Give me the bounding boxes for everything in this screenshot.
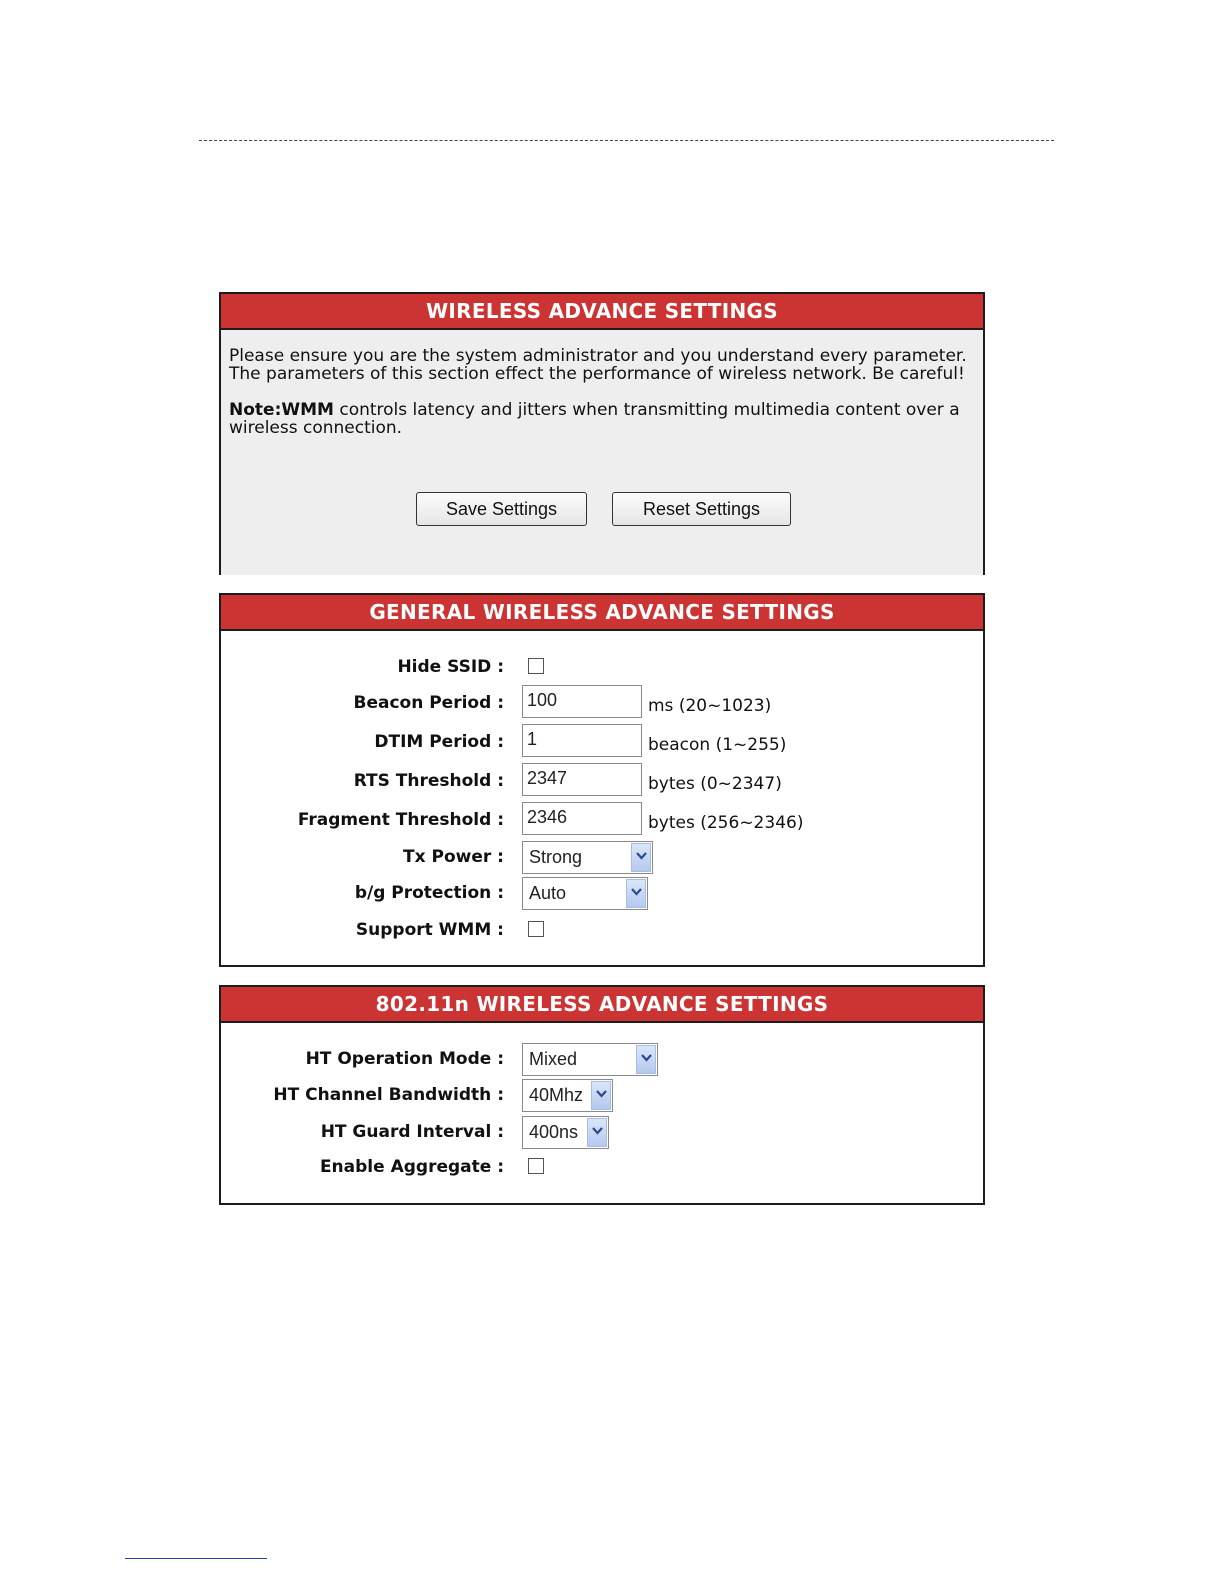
hide-ssid-row xyxy=(221,649,983,685)
intro-text: Please ensure you are the system administrator and you understand every parameter. The parameters of this section effect the performance of wireless network. Be careful! xyxy=(229,346,967,384)
beacon-period-unit: ms (20~1023) xyxy=(648,696,772,716)
ht-channel-bandwidth-select[interactable] xyxy=(522,1079,613,1112)
beacon-period-input[interactable]: 100 xyxy=(522,685,642,718)
wireless-advance-title: WIRELESS ADVANCE SETTINGS xyxy=(221,294,983,330)
button-row xyxy=(221,492,983,528)
ht-wireless-title: 802.11n WIRELESS ADVANCE SETTINGS xyxy=(221,987,983,1023)
note-text xyxy=(229,401,975,437)
rts-threshold-label: RTS Threshold : xyxy=(353,771,504,791)
rts-threshold-input[interactable]: 2347 xyxy=(522,763,642,796)
rts-threshold-unit: bytes (0~2347) xyxy=(648,774,782,794)
ht-guard-interval-row xyxy=(221,1114,983,1150)
dtim-period-label: DTIM Period : xyxy=(374,732,504,752)
rts-threshold-row xyxy=(221,763,983,799)
ht-operation-mode-select[interactable] xyxy=(522,1043,658,1076)
support-wmm-checkbox[interactable] xyxy=(528,921,544,937)
ht-channel-bandwidth-row xyxy=(221,1077,983,1113)
enable-aggregate-row xyxy=(221,1149,983,1185)
chevron-down-icon[interactable] xyxy=(636,1045,656,1074)
ht-wireless-panel xyxy=(219,985,985,1205)
tx-power-select[interactable] xyxy=(522,841,653,874)
dtim-period-row xyxy=(221,724,983,760)
ht-guard-interval-select[interactable] xyxy=(522,1116,609,1149)
tx-power-row xyxy=(221,839,983,875)
bg-protection-select[interactable] xyxy=(522,877,648,910)
enable-aggregate-label: Enable Aggregate : xyxy=(319,1157,504,1177)
bg-protection-value: Auto xyxy=(529,883,567,903)
bg-protection-row xyxy=(221,875,983,911)
wireless-advance-body xyxy=(221,330,983,575)
general-wireless-title: GENERAL WIRELESS ADVANCE SETTINGS xyxy=(221,595,983,631)
bg-protection-label: b/g Protection : xyxy=(354,883,504,903)
fragment-threshold-label: Fragment Threshold : xyxy=(297,810,504,830)
chevron-down-icon[interactable] xyxy=(626,879,646,908)
support-wmm-row xyxy=(221,912,983,948)
dtim-period-unit: beacon (1~255) xyxy=(648,735,787,755)
ht-operation-mode-value: Mixed xyxy=(529,1049,578,1069)
hide-ssid-label: Hide SSID : xyxy=(397,657,504,677)
ht-channel-bandwidth-value: 40Mhz xyxy=(529,1085,584,1105)
reset-settings-button[interactable]: Reset Settings xyxy=(612,492,791,526)
tx-power-label: Tx Power : xyxy=(403,847,504,867)
note-body: controls latency and jitters when transmitting multimedia content over a wireless connection. xyxy=(229,400,960,438)
chevron-down-icon[interactable] xyxy=(591,1081,611,1110)
fragment-threshold-input[interactable]: 2346 xyxy=(522,802,642,835)
ht-operation-mode-row xyxy=(221,1041,983,1077)
wireless-advance-panel xyxy=(219,292,985,575)
fragment-threshold-row xyxy=(221,802,983,838)
ht-guard-interval-label: HT Guard Interval : xyxy=(320,1122,504,1142)
support-wmm-label: Support WMM : xyxy=(355,920,504,940)
enable-aggregate-checkbox[interactable] xyxy=(528,1158,544,1174)
hide-ssid-checkbox[interactable] xyxy=(528,658,544,674)
page-separator xyxy=(199,140,1054,141)
dtim-period-input[interactable]: 1 xyxy=(522,724,642,757)
ht-guard-interval-value: 400ns xyxy=(529,1122,579,1142)
general-wireless-panel xyxy=(219,593,985,967)
note-label: Note:WMM xyxy=(229,400,334,420)
ht-operation-mode-label: HT Operation Mode : xyxy=(305,1049,504,1069)
ht-channel-bandwidth-label: HT Channel Bandwidth : xyxy=(273,1085,504,1105)
save-settings-button[interactable]: Save Settings xyxy=(416,492,587,526)
fragment-threshold-unit: bytes (256~2346) xyxy=(648,813,804,833)
chevron-down-icon[interactable] xyxy=(631,843,651,872)
footnote-separator xyxy=(125,1558,267,1559)
chevron-down-icon[interactable] xyxy=(587,1118,607,1147)
tx-power-value: Strong xyxy=(529,847,583,867)
beacon-period-label: Beacon Period : xyxy=(353,693,504,713)
beacon-period-row xyxy=(221,685,983,721)
